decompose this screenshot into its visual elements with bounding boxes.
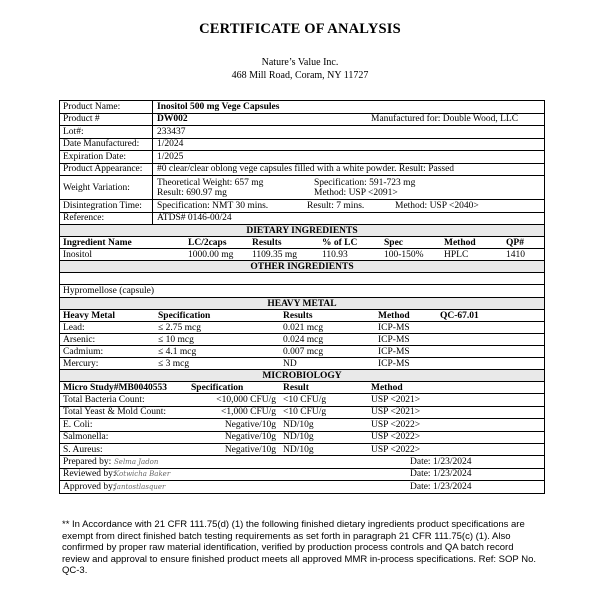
weight-variation-row bbox=[60, 176, 544, 200]
product-name-label: Product Name: bbox=[60, 101, 153, 113]
signoff-date: Date: 1/23/2024 bbox=[410, 481, 472, 492]
heavy-metal-row bbox=[60, 358, 544, 370]
dietary-cell: HPLC bbox=[444, 249, 469, 260]
micro-column-header: Specification bbox=[191, 382, 244, 393]
dietary-column-headers bbox=[60, 237, 544, 249]
micro-cell: ND/10g bbox=[283, 432, 314, 443]
micro-cell: Negative/10g bbox=[224, 444, 276, 455]
dietary-cell: 1000.00 mg bbox=[188, 249, 234, 260]
micro-cell: Total Bacteria Count: bbox=[63, 395, 145, 406]
heavy-metal-cell: Lead: bbox=[63, 322, 85, 333]
date-manufactured-value: 1/2024 bbox=[157, 139, 184, 150]
micro-cell: Total Yeast & Mold Count: bbox=[63, 407, 167, 418]
weight-result: Result: 690.97 mg bbox=[157, 187, 227, 198]
micro-column-header: Method bbox=[371, 382, 403, 393]
other-ingredients-header: OTHER INGREDIENTS bbox=[60, 261, 544, 273]
signoff-block bbox=[60, 456, 544, 493]
heavy-metal-cell: ≤ 4.1 mcg bbox=[158, 346, 197, 357]
micro-cell: Negative/10g bbox=[224, 432, 276, 443]
micro-cell: <1,000 CFU/g bbox=[221, 407, 276, 418]
other-ingredients-row bbox=[60, 285, 544, 298]
heavy-metal-cell: ICP-MS bbox=[378, 358, 410, 369]
dietary-cell: 1109.35 mg bbox=[252, 249, 298, 260]
micro-column-headers bbox=[60, 382, 544, 394]
other-ingredients-spacer bbox=[60, 273, 544, 285]
microbiology-header: MICROBIOLOGY bbox=[60, 370, 544, 382]
heavy-metal-column-headers bbox=[60, 310, 544, 322]
signoff-label: Reviewed by: bbox=[63, 469, 116, 480]
signoff-label: Approved by: bbox=[63, 481, 116, 492]
micro-cell: E. Coli: bbox=[63, 419, 93, 430]
disintegration-label: Disintegration Time: bbox=[60, 200, 153, 212]
micro-cell: USP <2022> bbox=[371, 419, 421, 430]
dietary-column-header: Ingredient Name bbox=[63, 237, 132, 248]
dietary-column-header: Method bbox=[444, 237, 476, 248]
heavy-metal-row bbox=[60, 322, 544, 334]
theoretical-weight: Theoretical Weight: 657 mg bbox=[157, 177, 264, 188]
disintegration-spec: Specification: NMT 30 mins. bbox=[157, 200, 269, 211]
signature-image: Kotwicha Baker bbox=[114, 470, 171, 479]
micro-cell: <10,000 CFU/g bbox=[216, 395, 276, 406]
heavy-metal-column-header: QC-67.01 bbox=[440, 310, 479, 321]
heavy-metal-cell: ND bbox=[283, 358, 297, 369]
signature-image: Selma Jadon bbox=[114, 458, 159, 467]
heavy-metal-table bbox=[60, 310, 544, 370]
micro-cell: USP <2021> bbox=[371, 395, 421, 406]
date-manufactured-label: Date Manufactured: bbox=[60, 139, 153, 151]
dietary-row bbox=[60, 249, 544, 261]
signoff-row bbox=[60, 456, 544, 468]
product-number-label: Product # bbox=[60, 114, 153, 126]
micro-row bbox=[60, 444, 544, 456]
signature-image: Jantostlasquer bbox=[114, 482, 166, 491]
micro-row bbox=[60, 432, 544, 444]
dietary-cell: 1410 bbox=[506, 249, 525, 260]
lot-value: 233437 bbox=[157, 126, 186, 137]
other-ingredients-text: Hypromellose (capsule) bbox=[63, 286, 155, 296]
micro-cell: ND/10g bbox=[283, 444, 314, 455]
heavy-metal-cell: ICP-MS bbox=[378, 346, 410, 357]
appearance-value: #0 clear/clear oblong vege capsules filled with a white powder. Result: Passed bbox=[157, 164, 455, 175]
signoff-label: Prepared by: bbox=[63, 457, 112, 468]
expiration-value: 1/2025 bbox=[157, 151, 184, 162]
heavy-metal-cell: 0.007 mcg bbox=[283, 346, 324, 357]
dietary-column-header: QP# bbox=[506, 237, 524, 248]
heavy-metal-column-header: Method bbox=[378, 310, 410, 321]
signoff-date: Date: 1/23/2024 bbox=[410, 457, 472, 468]
dietary-column-header: Results bbox=[252, 237, 282, 248]
dietary-column-header: LC/2caps bbox=[188, 237, 227, 248]
manufactured-for: Manufactured for: Double Wood, LLC bbox=[371, 114, 519, 125]
disintegration-method: Method: USP <2040> bbox=[395, 200, 479, 211]
micro-row bbox=[60, 419, 544, 431]
dietary-column-header: Spec bbox=[384, 237, 403, 248]
micro-column-header: Micro Study#MB0040553 bbox=[63, 382, 168, 393]
dietary-cell: 110.93 bbox=[322, 249, 348, 260]
heavy-metal-column-header: Specification bbox=[158, 310, 211, 321]
micro-row bbox=[60, 407, 544, 419]
signoff-row bbox=[60, 469, 544, 481]
coa-table bbox=[59, 100, 545, 494]
heavy-metal-row bbox=[60, 334, 544, 346]
signoff-row bbox=[60, 481, 544, 493]
heavy-metal-cell: ≤ 10 mcg bbox=[158, 334, 194, 345]
product-name-row bbox=[60, 101, 544, 114]
company-address: 468 Mill Road, Coram, NY 11727 bbox=[231, 70, 369, 81]
heavy-metal-cell: 0.024 mcg bbox=[283, 334, 324, 345]
dietary-cell: Inositol bbox=[63, 249, 93, 260]
heavy-metal-row bbox=[60, 346, 544, 358]
dietary-cell: 100-150% bbox=[384, 249, 424, 260]
heavy-metal-cell: ICP-MS bbox=[378, 334, 410, 345]
heavy-metal-cell: Mercury: bbox=[63, 358, 99, 369]
heavy-metal-cell: ≤ 2.75 mcg bbox=[158, 322, 201, 333]
appearance-row bbox=[60, 164, 544, 177]
micro-cell: Salmonella: bbox=[63, 432, 109, 443]
heavy-metal-cell: Cadmium: bbox=[63, 346, 104, 357]
weight-variation-label: Weight Variation: bbox=[60, 176, 153, 199]
lot-row bbox=[60, 126, 544, 139]
heavy-metal-cell: 0.021 mcg bbox=[283, 322, 324, 333]
heavy-metal-cell: Arsenic: bbox=[63, 334, 96, 345]
dietary-ingredients-table bbox=[60, 237, 544, 261]
micro-cell: <10 CFU/g bbox=[283, 407, 327, 418]
document-title: CERTIFICATE OF ANALYSIS bbox=[199, 21, 401, 37]
micro-cell: USP <2022> bbox=[371, 432, 421, 443]
date-manufactured-row bbox=[60, 139, 544, 152]
heavy-metal-column-header: Heavy Metal bbox=[63, 310, 115, 321]
expiration-label: Expiration Date: bbox=[60, 151, 153, 163]
microbiology-table bbox=[60, 382, 544, 456]
signoff-date: Date: 1/23/2024 bbox=[410, 469, 472, 480]
micro-row bbox=[60, 394, 544, 406]
micro-cell: <10 CFU/g bbox=[283, 395, 327, 406]
dietary-ingredients-header: DIETARY INGREDIENTS bbox=[60, 225, 544, 237]
micro-column-header: Result bbox=[283, 382, 309, 393]
micro-cell: USP <2021> bbox=[371, 407, 421, 418]
micro-cell: Negative/10g bbox=[224, 419, 276, 430]
lot-label: Lot#: bbox=[60, 126, 153, 138]
appearance-label: Product Appearance: bbox=[60, 164, 153, 176]
disintegration-row bbox=[60, 200, 544, 213]
disintegration-result: Result: 7 mins. bbox=[307, 200, 365, 211]
company-name: Nature’s Value Inc. bbox=[261, 57, 339, 68]
micro-cell: S. Aureus: bbox=[63, 444, 103, 455]
product-name-value: Inositol 500 mg Vege Capsules bbox=[157, 101, 280, 112]
product-number-value: DW002 bbox=[157, 114, 188, 125]
company-block bbox=[0, 56, 600, 82]
micro-cell: USP <2022> bbox=[371, 444, 421, 455]
reference-row bbox=[60, 213, 544, 226]
product-number-row bbox=[60, 114, 544, 127]
heavy-metal-cell: ICP-MS bbox=[378, 322, 410, 333]
heavy-metal-column-header: Results bbox=[283, 310, 313, 321]
reference-value: ATDS# 0146-00/24 bbox=[157, 213, 232, 224]
heavy-metal-cell: ≤ 3 mcg bbox=[158, 358, 190, 369]
expiration-row bbox=[60, 151, 544, 164]
dietary-column-header: % of LC bbox=[322, 237, 358, 248]
micro-cell: ND/10g bbox=[283, 419, 314, 430]
heavy-metal-header: HEAVY METAL bbox=[60, 298, 544, 310]
weight-specification: Specification: 591-723 mg bbox=[314, 177, 416, 188]
weight-method: Method: USP <2091> bbox=[314, 187, 398, 198]
regulatory-footnote: ** In Accordance with 21 CFR 111.75(d) (1) the following finished dietary ingredients product specifications are exempt from direct finished batch testing requirements as set forth in paragraph 21 CFR 111.75(c) (1). Also confirmed by proper raw material identification, verified by production process controls and QA batch record review and approval to ensure finished product meets all approved MMR in-process specifications. Ref: SOP No. QC-3. bbox=[62, 519, 536, 577]
reference-label: Reference: bbox=[60, 213, 153, 225]
